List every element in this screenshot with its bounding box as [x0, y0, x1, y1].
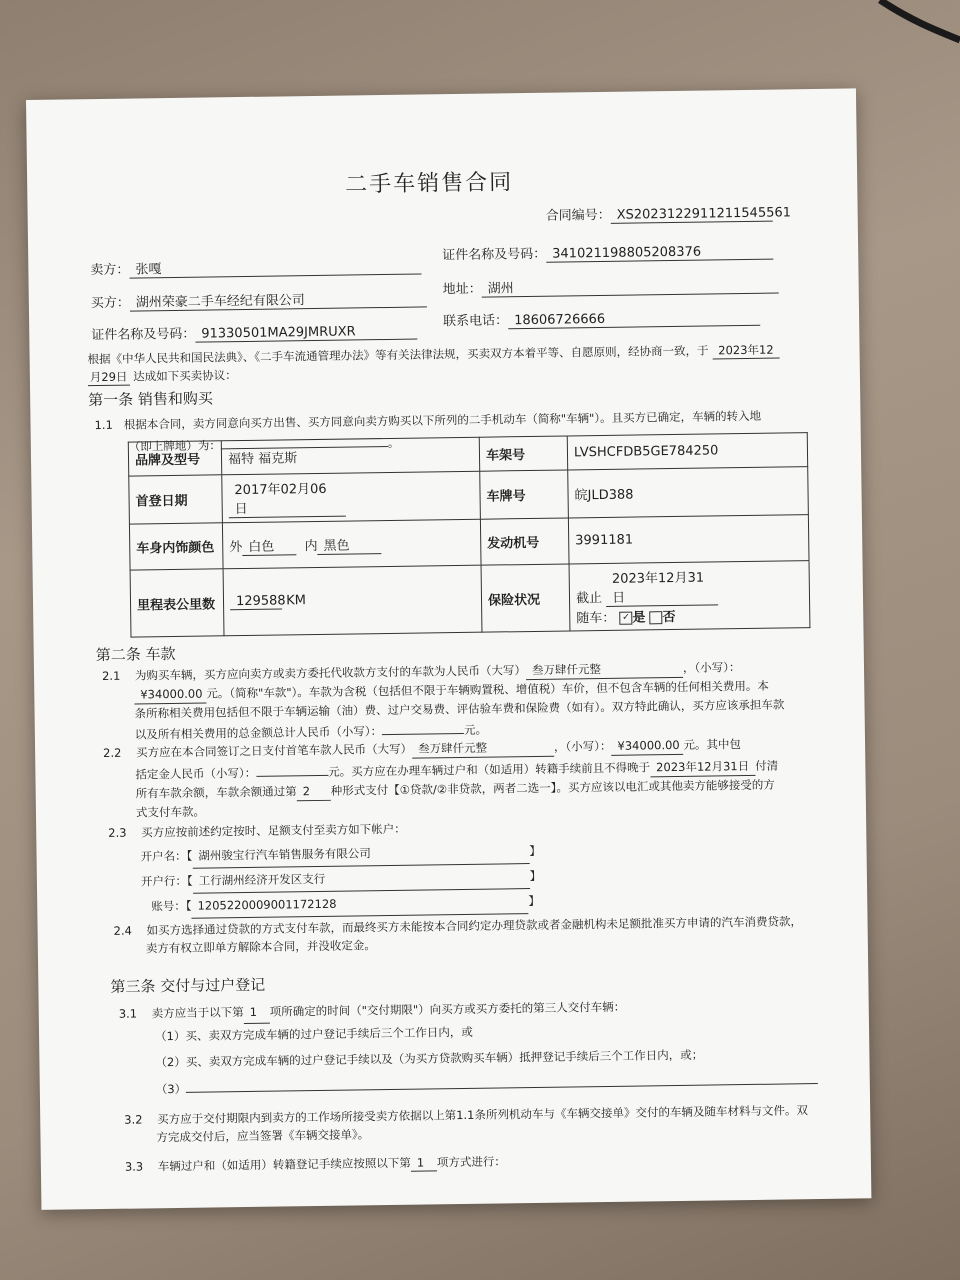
mileage-cell [223, 565, 482, 636]
clause-3-1-b: 项所确定的时间（"交付期限"）向买方或买方委托的第三人交付车辆： [269, 999, 626, 1019]
clause-2-2-d: 括定金人民币（小写）： [135, 765, 257, 782]
clause-2-4 [113, 912, 802, 958]
yes-label: 是 [632, 610, 646, 626]
clause-1-1-no: 1.1 [94, 417, 113, 433]
buyer-cert-row [91, 320, 417, 345]
clause-1-1-text2: （即上牌地）为： [128, 438, 221, 454]
clause-3-2 [124, 1101, 808, 1147]
clause-2-1-d: 条所称相关费用包括但不限于车辆运输（油）费、过户交易费、评估验车费和保险费（如有）。双方特此确认，买方应该承担车款 [134, 697, 785, 721]
clause-3-1-a: 卖方应当于以下第 [151, 1005, 244, 1021]
vin-label: 车架号 [479, 436, 567, 471]
seller-value: 张嘎 [129, 254, 421, 278]
mileage-label: 里程表公里数 [130, 569, 224, 637]
seller-cert-row [442, 240, 773, 265]
mileage-unit: KM [286, 593, 307, 609]
section1-title: 第一条 销售和购买 [88, 389, 214, 410]
bank-branch-value: 工行湖州经济开发区支行 [192, 864, 529, 894]
clause-2-2-f: 付清 [755, 758, 779, 773]
address-value: 湖州 [482, 274, 779, 298]
clause-2-2-no: 2.2 [103, 745, 122, 760]
bank-branch-label: 开户行：【 [140, 873, 193, 889]
ins-with-label: 随车： [576, 610, 616, 627]
seller-row [90, 254, 421, 279]
s22-amt-cn: 叁万肆仟元整 [412, 738, 554, 759]
checkbox-no[interactable] [650, 611, 663, 624]
clause-2-2 [103, 735, 779, 822]
s22-amt: ¥34000.00 [611, 736, 683, 756]
outer-label: 外 [229, 539, 243, 555]
brand-label: 品牌及型号 [128, 441, 221, 476]
insurance-label: 保险状况 [481, 564, 570, 632]
clause-3-3-b: 项方式进行： [436, 1154, 506, 1170]
reg-label: 首登日期 [129, 475, 223, 524]
contract-paper [26, 88, 871, 1209]
clause-3-3 [125, 1153, 506, 1175]
contract-number-label: 合同编号： [545, 207, 611, 224]
engine-value: 3991181 [568, 515, 809, 564]
s21-amt-cn: 叁万肆仟元整 [526, 659, 683, 680]
address-row [443, 274, 779, 299]
clause-1-1-end: 。 [387, 435, 400, 450]
contract-number [545, 202, 792, 225]
ins-until-label: 截止 [575, 591, 603, 607]
clause-1-1-text: 根据本合同，卖方同意向买方出售、买方同意向卖方购买以下所列的二手机动车（简称"车辆"）。且买方已确定，车辆的转入地 [123, 408, 762, 432]
section3-title: 第三条 交付与过户登记 [110, 975, 266, 996]
clause-2-2-b: ，（小写）： [553, 738, 612, 754]
buyer-label: 买方： [90, 295, 130, 312]
buyer-cert-value: 91330501MA29JMRUXR [195, 324, 417, 343]
clause-2-4-no: 2.4 [113, 923, 133, 938]
clause-2-3-a: 买方应按前述约定按时、足额支付至卖方如下帐户： [141, 821, 406, 840]
clause-2-2-e: 元。买方应在办理车辆过户和（如适用）转籍手续前且不得晚于 [328, 760, 651, 779]
clause-2-4-b: 卖方有权立即单方解除本合同，并没收定金。 [145, 938, 376, 956]
plate-value: 皖JLD388 [568, 467, 809, 518]
clause-2-2-i: 式支付车款。 [135, 804, 206, 820]
clause-3-1-item1: （1）买、卖双方完成车辆的过户登记手续后三个工作日内，或 [154, 1024, 473, 1044]
phone-row [443, 306, 760, 330]
deposit-blank [256, 760, 328, 777]
clause-2-4-a: 如买方选择通过贷款的方式支付车款，而最终买方未能按本合同约定办理贷款或者金融机构未足额批准买方申请的汽车消费贷款， [146, 914, 803, 938]
clause-2-1-no: 2.1 [101, 668, 121, 683]
plate-label: 车牌号 [480, 470, 569, 519]
clause-2-1-a: 为购买车辆，买方应向卖方或卖方委托代收款方支付的车款为人民币（大写） [134, 663, 527, 683]
clause-3-1-item2: （2）买、卖双方完成车辆的过户登记手续以及（为买方贷款购买车辆）抵押登记手续后三个工作日内，或； [155, 1047, 704, 1070]
clause-2-2-g: 所有车款余额，车款余额通过第 [135, 784, 297, 801]
ins-until-value: 2023年12月31日 [606, 566, 719, 607]
preamble-text: 根据《中华人民共和国民法典》、《二手车流通管理办法》等有关法律法规，买卖双方本着平等、自愿原则，经协商一致，于 [87, 343, 709, 367]
clause-2-1-c: 元。（简称"车款"）。车款为含税（包括但不限于车辆购置税、增值税）车价，但不包含车辆的任何相关费用。本 [206, 678, 769, 701]
buyer-value: 湖州荣豪二手车经纪有限公司 [130, 287, 427, 311]
clause-2-1-b: ，（小写）： [682, 660, 741, 675]
bracket-close-2: 】 [529, 868, 542, 884]
buyer-cert-label: 证件名称及号码： [91, 326, 196, 344]
seller-label: 卖方： [90, 262, 130, 279]
s21-amt: ¥34000.00 [134, 685, 206, 705]
bracket-close-1: 】 [529, 843, 541, 859]
clause-3-2-b: 方完成交付后，应当签署《车辆交接单》。 [156, 1127, 370, 1145]
clause-1-1 [94, 408, 761, 433]
inner-label: 内 [304, 538, 318, 554]
bank-acct-label: 账号：【 [151, 898, 192, 914]
clause-3-1-no: 3.1 [118, 1006, 138, 1021]
seller-cert-value: 341021198805208376 [546, 244, 773, 263]
clause-2-2-c: 元。其中包 [683, 737, 742, 752]
clause-2-1-f: 元。 [463, 722, 488, 737]
bank-acct-value: 1205220009001172128 [191, 889, 528, 919]
clause-2-3-no: 2.3 [108, 825, 127, 840]
bracket-close-3: 】 [528, 893, 541, 909]
clause-2-3 [108, 815, 542, 920]
preamble-date1: 2023年12 [712, 342, 780, 360]
clause-3-3-a: 车辆过户和（如适用）转籍登记手续应按照以下第 [157, 1155, 411, 1174]
vin-value: LVSHCFDB5GE784250 [567, 433, 807, 470]
outer-value: 白色 [242, 535, 296, 556]
color-label: 车身内饰颜色 [129, 523, 223, 570]
clause-3-3-no: 3.3 [124, 1159, 144, 1174]
preamble-line2 [88, 367, 237, 386]
cable-decoration [840, 0, 960, 60]
page-title: 二手车销售合同 [345, 170, 514, 198]
preamble-date2: 月29日 [88, 369, 130, 387]
bank-name-value: 湖州骏宝行汽车销售服务有限公司 [192, 839, 529, 869]
seller-cert-label: 证件名称及号码： [442, 246, 547, 264]
phone-value: 18606726666 [508, 310, 760, 330]
clause-3-1 [119, 993, 819, 1101]
preamble-end: 达成如下买卖协议： [133, 368, 237, 384]
mileage-value: 129588 [230, 593, 282, 610]
s22-num: 2 [297, 782, 331, 801]
s33-num: 1 [411, 1155, 437, 1171]
no-label: 否 [662, 609, 676, 626]
reg-cell [222, 471, 481, 523]
bank-name-label: 开户名：【 [140, 848, 193, 864]
s22-date: 2023年12月31日 [650, 757, 755, 777]
brand-value: 福特 福克斯 [221, 437, 479, 475]
color-cell [222, 519, 481, 569]
inner-value: 黑色 [317, 534, 381, 555]
section2-title: 第二条 车款 [95, 644, 176, 665]
item3-blank [186, 1068, 818, 1093]
total-blank [382, 718, 464, 735]
address-label: 地址： [442, 281, 482, 298]
contract-number-value: XS2023122911211545561 [611, 206, 773, 224]
vehicle-table [128, 432, 811, 637]
clause-3-2-a: 买方应于交付期限内到卖方的工作场所接受卖方依据以上第1.1条所列机动车与《车辆交接单》交付的车辆及随车材料与文件。双 [157, 1103, 808, 1127]
checkbox-yes[interactable]: ✓ [619, 612, 632, 625]
clause-2-1 [102, 657, 785, 744]
insurance-cell [569, 561, 810, 631]
buyer-row [91, 287, 427, 312]
clause-2-2-h: 种形式支付【①贷款/②非贷款，两者二选一】。买方应该以电汇或其他卖方能够接受的方 [330, 777, 775, 798]
clause-2-1-e: 以及所有相关费用的总金额总计人民币（小写）： [134, 724, 383, 742]
clause-3-2-no: 3.2 [124, 1112, 143, 1127]
clause-3-1-item3: （3） [155, 1081, 187, 1097]
engine-label: 发动机号 [480, 518, 569, 565]
clause-2-2-a: 买方应在本合同签订之日支付首笔车款人民币（大写） [135, 741, 413, 760]
preamble-line1 [88, 342, 780, 369]
phone-label: 联系电话： [443, 313, 509, 330]
s31-num: 1 [244, 1001, 270, 1024]
reg-value: 2017年02月06日 [228, 478, 346, 519]
